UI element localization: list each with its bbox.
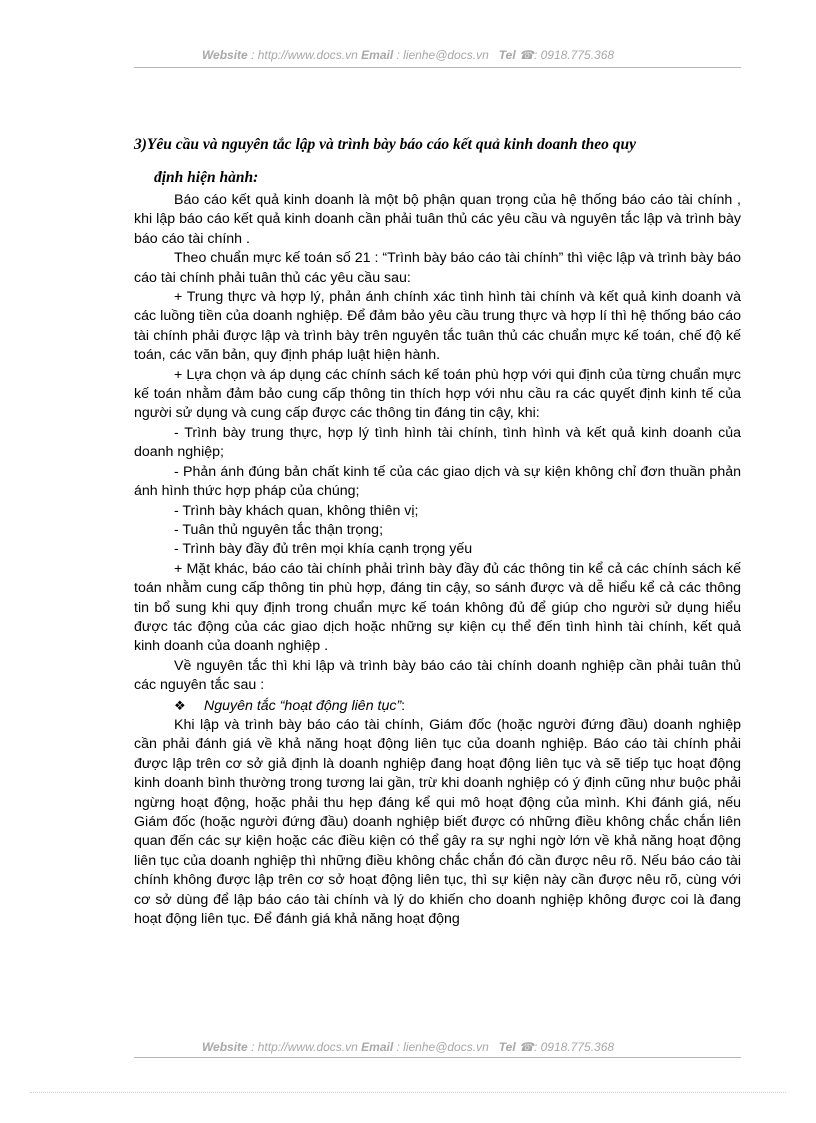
paragraph: + Lựa chọn và áp dụng các chính sách kế toán phù hợp với qui định của từng chuẩn mực kế toán nhằm đảm bảo cung cấp thông tin thích hợp với nhu cầu ra các quyết định kinh tế của người sử dụng và cung cấp được các thông tin đáng tin cậy, khi:	[134, 366, 741, 422]
header-divider	[134, 67, 741, 68]
footer-website-url[interactable]: http://www.docs.vn	[257, 1040, 358, 1054]
footer-email-sep: :	[393, 1040, 404, 1054]
paragraph: Khi lập và trình bày báo cáo tài chính, Giám đốc (hoặc người đứng đầu) doanh nghiệp cần phải đánh giá về khả năng hoạt động liên tục của doanh nghiệp. Báo cáo tài chính phải được lập trên cơ sở giả định là doanh nghiệp đang hoạt động liên tục và sẽ tiếp tục hoạt động kinh doanh bình thường trong tương lai gần, trừ khi doanh nghiệp có ý định cũng như buộc phải ngừng hoạt động, hoặc phải thu hẹp đáng kể qui mô hoạt động của mình. Khi đánh giá, nếu Giám đốc (hoặc người đứng đầu) doanh nghiệp biết được có những điều không chắc chắn liên quan đến các sự kiện hoặc các điều kiện có thể gây ra sự nghi ngờ lớn về khả năng hoạt động liên tục của doanh nghiệp thì những điều không chắc chắn đó cần được nêu rõ. Nếu báo cáo tài chính không được lập trên cơ sở hoạt động liên tục, thì sự kiện này cần được nêu rõ, cùng với cơ sở dùng để lập báo cáo tài chính và lý do khiến cho doanh nghiệp không được coi là đang hoạt động liên tục. Để đánh giá khả năng hoạt động	[134, 716, 741, 928]
principle-title: Nguyên tắc “hoạt động liên tục”	[204, 697, 402, 714]
footer-website-sep: :	[247, 1040, 258, 1054]
footer-tel-value: : 0918.775.368	[533, 1040, 615, 1054]
phone-icon: ☎	[519, 1040, 534, 1054]
paragraph: Về nguyên tắc thì khi lập và trình bày báo cáo tài chính doanh nghiệp cần phải tuân thủ các nguyên tắc sau :	[134, 657, 741, 694]
header-tel-label: Tel	[498, 48, 516, 62]
header-website-url[interactable]: http://www.docs.vn	[257, 48, 358, 62]
page-edge-divider	[30, 1092, 786, 1093]
body-text	[134, 191, 741, 929]
header-website-sep: :	[247, 48, 258, 62]
page-footer	[0, 1040, 816, 1054]
header-email-label: Email	[361, 48, 394, 62]
diamond-bullet-icon: ❖	[174, 697, 186, 713]
header-email-sep: :	[393, 48, 404, 62]
phone-icon: ☎	[519, 48, 534, 62]
paragraph: Báo cáo kết quả kinh doanh là một bộ phận quan trọng của hệ thống báo cáo tài chính , khi lập báo cáo kết quả kinh doanh cần phải tuân thủ các yêu cầu và nguyên tắc lập và trình bày báo cáo tài chính .	[134, 192, 741, 247]
footer-divider	[134, 1057, 741, 1058]
section-heading-line2: định hiện hành:	[154, 169, 259, 186]
header-tel-value: : 0918.775.368	[533, 48, 615, 62]
paragraph: - Trình bày đầy đủ trên mọi khía cạnh trọng yếu	[174, 541, 473, 558]
header-email-value[interactable]: lienhe@docs.vn	[403, 48, 489, 62]
header-website-label: Website	[201, 48, 248, 62]
paragraph: - Trình bày trung thực, hợp lý tình hình tài chính, tình hình và kết quả kinh doanh của doanh nghiệp;	[134, 424, 741, 461]
paragraph: - Tuân thủ nguyên tắc thận trọng;	[174, 521, 384, 538]
principle-heading	[134, 696, 741, 716]
paragraph: - Phản ánh đúng bản chất kinh tế của các giao dịch và sự kiện không chỉ đơn thuần phản ánh hình thức hợp pháp của chúng;	[134, 463, 741, 500]
paragraph: - Trình bày khách quan, không thiên vị;	[174, 502, 419, 519]
page-header	[0, 48, 816, 62]
footer-email-value[interactable]: lienhe@docs.vn	[403, 1040, 489, 1054]
paragraph: + Trung thực và hợp lý, phản ánh chính xác tình hình tài chính và kết quả kinh doanh và các luồng tiền của doanh nghiệp. Để đảm bảo yêu cầu trung thực và hợp lí thì hệ thống báo cáo tài chính phải được lập và trình bày trên nguyên tắc tuân thủ các chuẩn mực kế toán, chế độ kế toán, các văn bản, quy định pháp luật hiện hành.	[134, 289, 741, 364]
paragraph: Theo chuẩn mực kế toán số 21 : “Trình bày báo cáo tài chính” thì việc lập và trình bày báo cáo tài chính phải tuân thủ các yêu cầu sau:	[134, 250, 741, 286]
principle-suffix: :	[401, 697, 406, 714]
paragraph: + Mặt khác, báo cáo tài chính phải trình bày đầy đủ các thông tin kể cả các chính sách kế toán nhằm cung cấp thông tin phù hợp, đáng tin cậy, so sánh được và dễ hiểu kể cả các thông tin bổ sung khi quy định trong chuẩn mực kế toán không đủ để giúp cho người sử dụng hiểu được tác động của các giao dịch hoặc những sự kiện cụ thể đến tình hình tài chính, kết quả kinh doanh của doanh nghiệp .	[134, 560, 741, 655]
footer-website-label: Website	[201, 1040, 248, 1054]
footer-tel-label: Tel	[498, 1040, 516, 1054]
section-heading	[134, 128, 741, 194]
footer-email-label: Email	[361, 1040, 394, 1054]
section-heading-line1: 3)Yêu cầu và nguyên tắc lập và trình bày báo cáo kết quả kinh doanh theo quy	[134, 136, 637, 153]
